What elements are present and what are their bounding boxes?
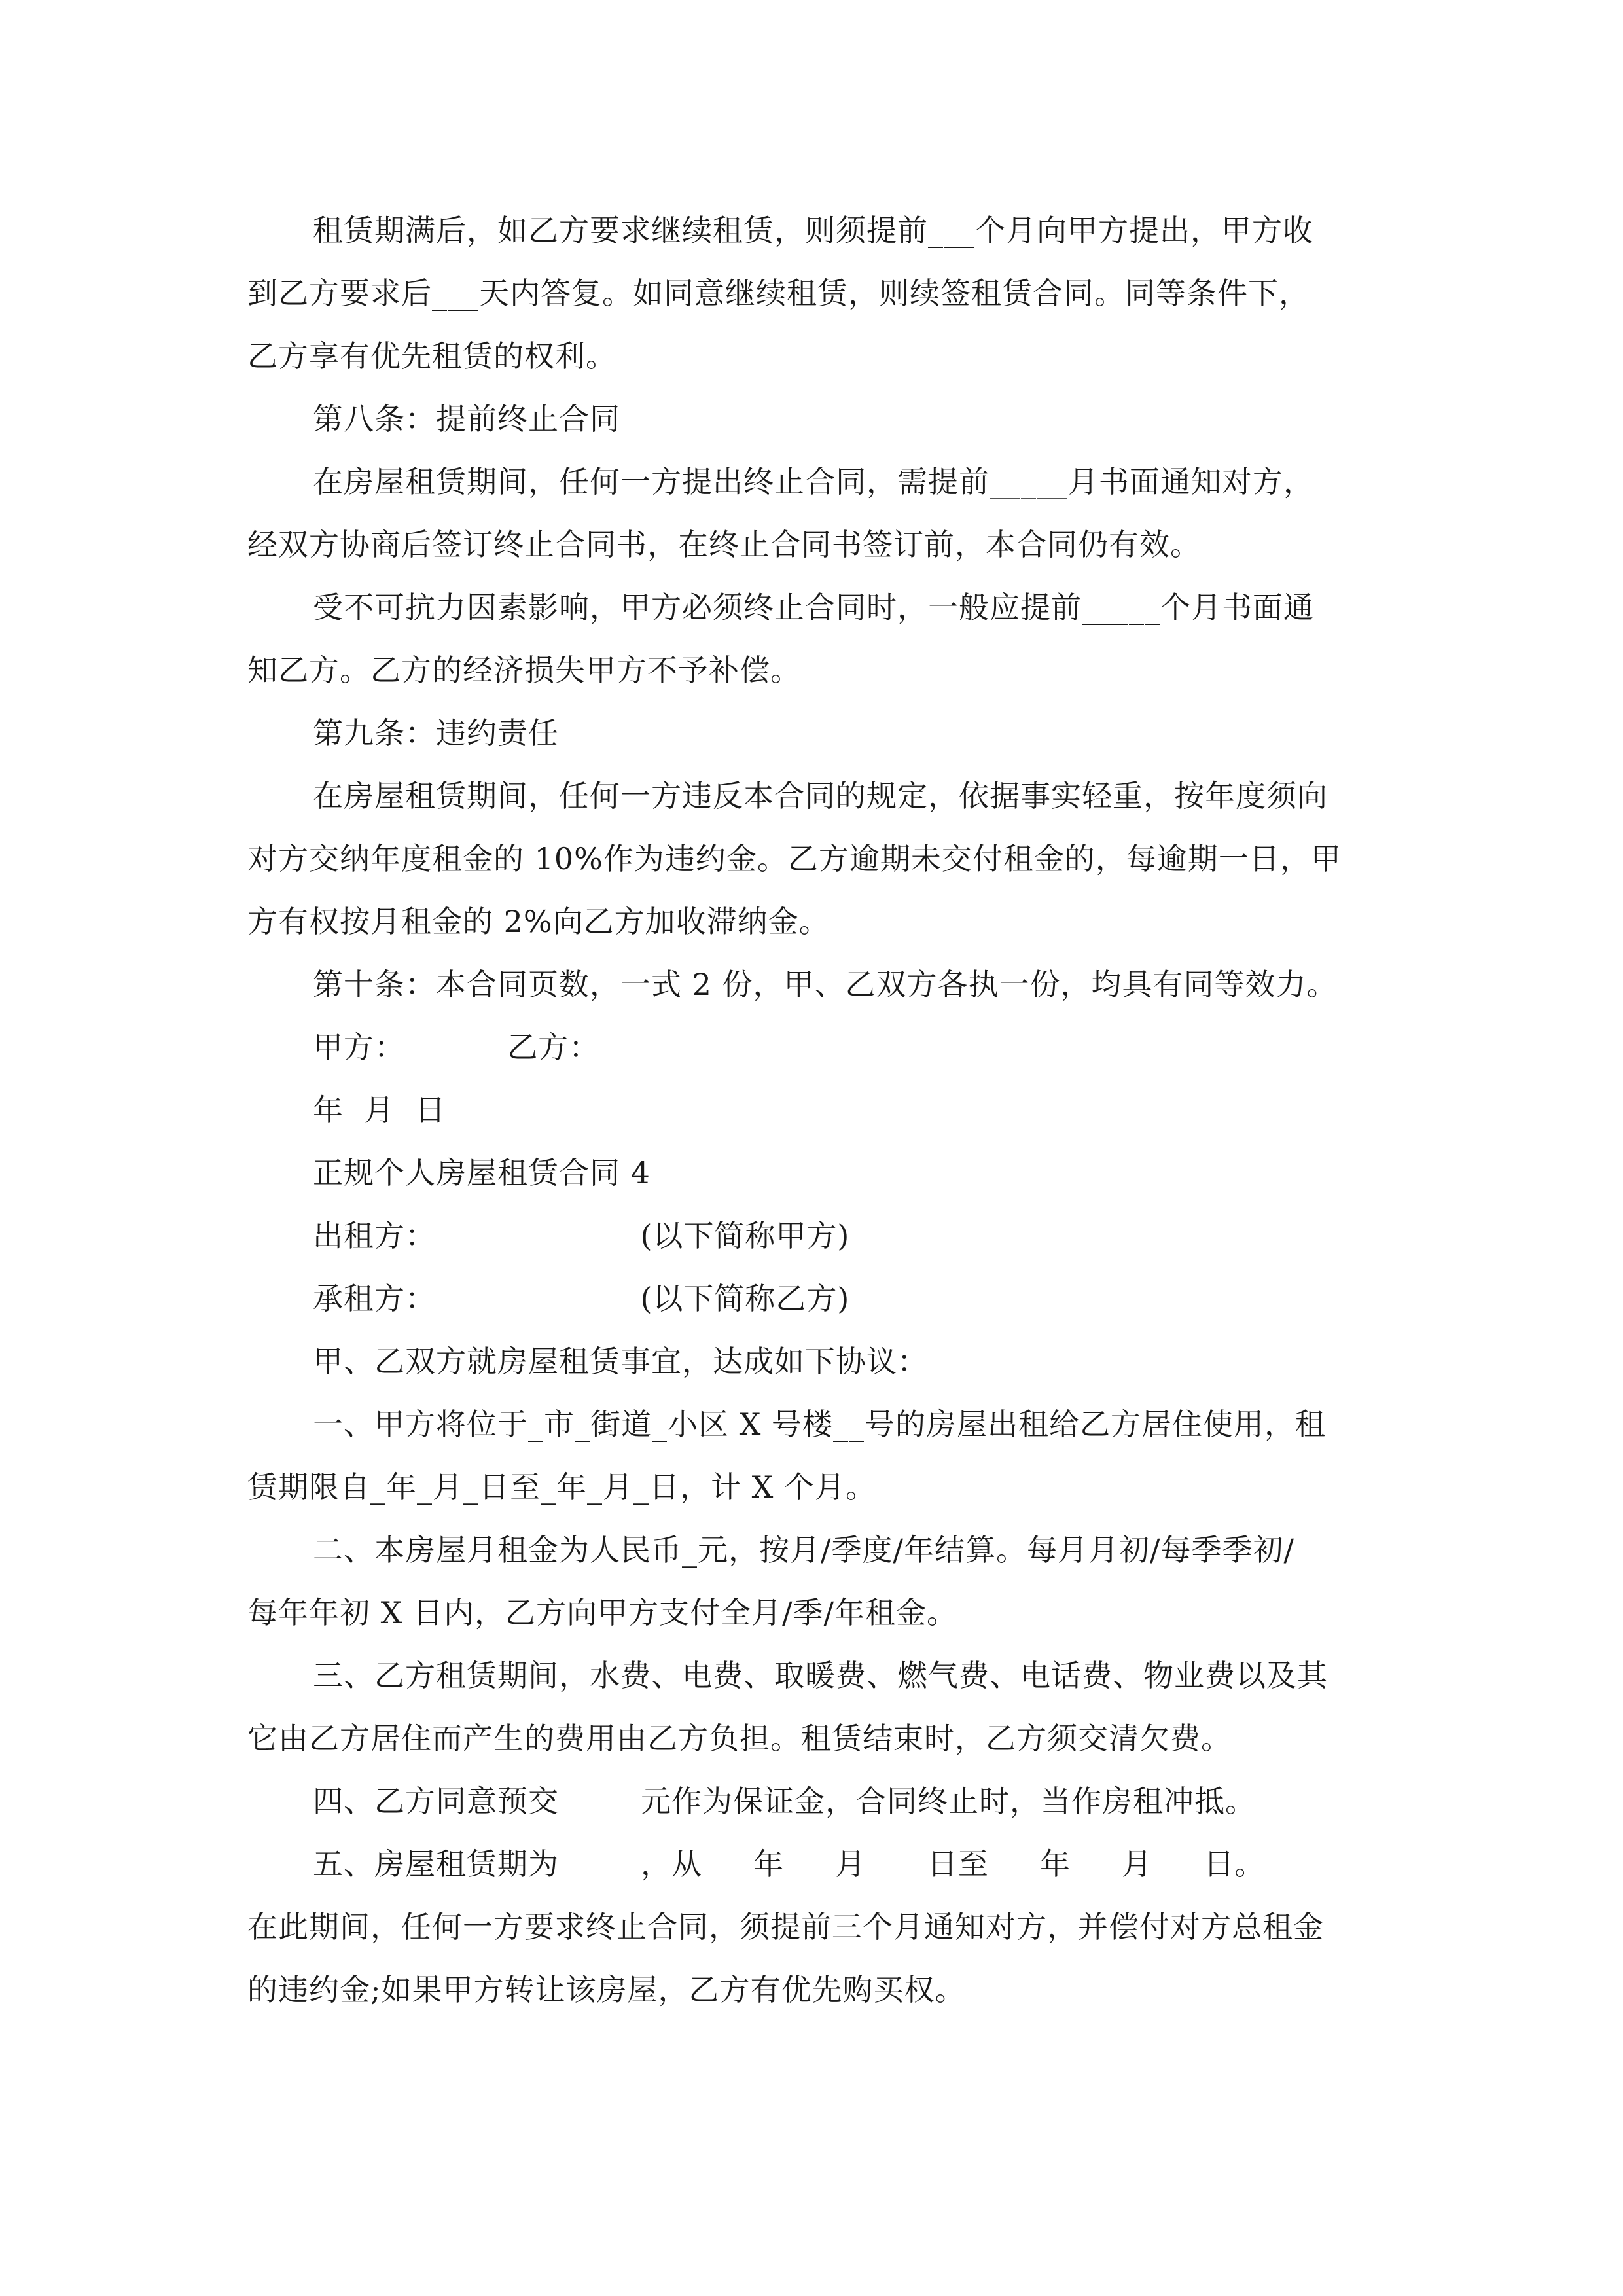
text-line: 三、乙方租赁期间，水费、电费、取暖费、燃气费、电话费、物业费以及其 bbox=[313, 1658, 1328, 1693]
text-line: 每年年初 X 日内，乙方向甲方支付全月/季/年租金。 bbox=[247, 1595, 957, 1630]
text-line: 在房屋租赁期间，任何一方违反本合同的规定，依据事实轻重，按年度须向 bbox=[313, 778, 1328, 814]
text-line: 二、本房屋月租金为人民币_元，按月/季度/年结算。每月月初/每季季初/ bbox=[313, 1532, 1294, 1568]
text-line: 乙方享有优先租赁的权利。 bbox=[247, 338, 616, 374]
text-line: 方有权按月租金的 2%向乙方加收滞纳金。 bbox=[247, 904, 830, 939]
section-heading: 第八条：提前终止合同 bbox=[313, 401, 620, 437]
contract-title: 正规个人房屋租赁合同 4 bbox=[313, 1155, 651, 1191]
text-line: 在此期间，任何一方要求终止合同，须提前三个月通知对方，并偿付对方总租金 bbox=[247, 1909, 1324, 1945]
text-line: 知乙方。乙方的经济损失甲方不予补偿。 bbox=[247, 653, 801, 688]
text-line: 受不可抗力因素影响，甲方必须终止合同时，一般应提前_____个月书面通 bbox=[313, 590, 1314, 625]
date-line: 年 月 日 bbox=[313, 1092, 446, 1128]
party-line: 承租方： (以下简称乙方) bbox=[313, 1281, 850, 1316]
text-line: 赁期限自_年_月_日至_年_月_日，计 X 个月。 bbox=[247, 1469, 876, 1505]
text-line: 四、乙方同意预交 元作为保证金，合同终止时，当作房租冲抵。 bbox=[313, 1784, 1256, 1819]
text-line: 它由乙方居住而产生的费用由乙方负担。租赁结束时，乙方须交清欠费。 bbox=[247, 1721, 1232, 1756]
signature-line: 甲方： 乙方： bbox=[313, 1030, 600, 1065]
text-line: 五、房屋租赁期为 ，从 年 月 日至 年 月 日。 bbox=[313, 1846, 1266, 1882]
text-line: 经双方协商后签订终止合同书，在终止合同书签订前，本合同仍有效。 bbox=[247, 527, 1201, 562]
text-line: 甲、乙双方就房屋租赁事宜，达成如下协议： bbox=[313, 1344, 928, 1379]
text-line: 第十条：本合同页数，一式 2 份，甲、乙双方各执一份，均具有同等效力。 bbox=[313, 967, 1338, 1002]
text-line: 租赁期满后，如乙方要求继续租赁，则须提前___个月向甲方提出，甲方收 bbox=[313, 213, 1313, 248]
party-line: 出租方： (以下简称甲方) bbox=[313, 1218, 850, 1253]
section-heading: 第九条：违约责任 bbox=[313, 715, 559, 751]
text-line: 一、甲方将位于_市_街道_小区 X 号楼__号的房屋出租给乙方居住使用，租 bbox=[313, 1407, 1326, 1442]
text-line: 在房屋租赁期间，任何一方提出终止合同，需提前_____月书面通知对方， bbox=[313, 464, 1314, 499]
text-line: 到乙方要求后___天内答复。如同意继续租赁，则续签租赁合同。同等条件下， bbox=[247, 276, 1310, 311]
text-line: 对方交纳年度租金的 10%作为违约金。乙方逾期未交付租金的，每逾期一日，甲 bbox=[247, 841, 1342, 876]
text-line: 的违约金;如果甲方转让该房屋，乙方有优先购买权。 bbox=[247, 1972, 966, 2007]
